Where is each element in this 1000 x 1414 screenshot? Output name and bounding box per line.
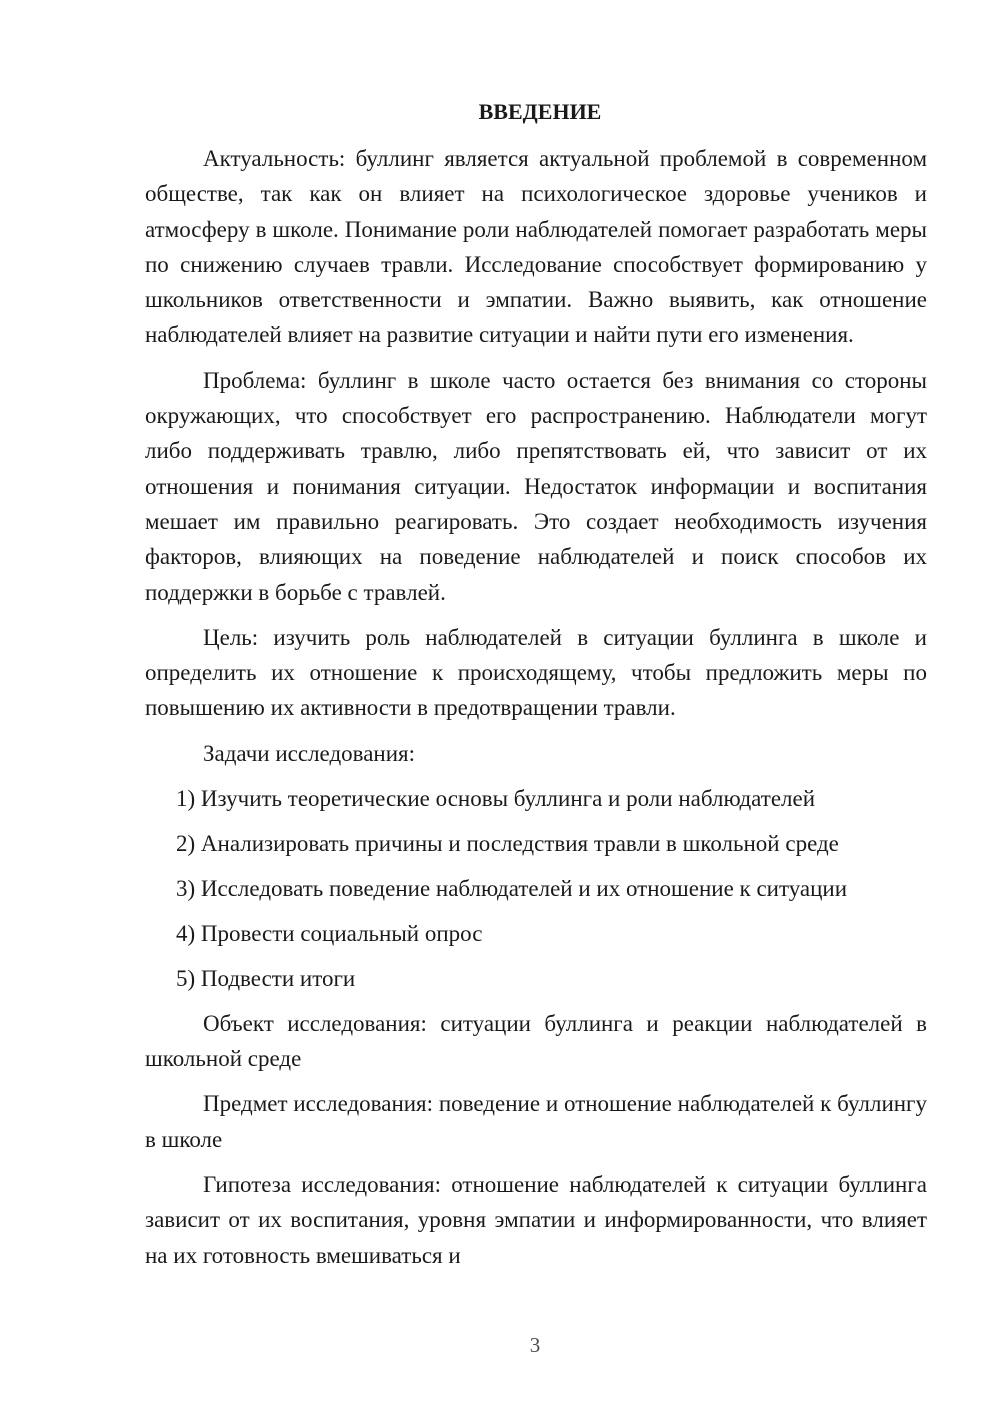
page-content — [145, 94, 927, 1283]
task-item-2: 2) Анализировать причины и последствия травли в школьной среде — [176, 830, 839, 856]
object-paragraph: Объект исследования: ситуации буллинга и реакции наблюдателей в школьной среде — [145, 1010, 927, 1072]
hypothesis-paragraph: Гипотеза исследования: отношение наблюдателей к ситуации буллинга зависит от их воспитания, уровня эмпатии и информированности, что влияет на их готовность вмешиваться и — [145, 1171, 927, 1268]
task-item-5: 5) Подвести итоги — [176, 965, 356, 991]
subject-paragraph: Предмет исследования: поведение и отношение наблюдателей к буллингу в школе — [145, 1091, 927, 1152]
problem-paragraph: Проблема: буллинг в школе часто остается без внимания со стороны окружающих, что способствует его распространению. Наблюдатели могут либо поддерживать травлю, либо препятствовать ей, что зависит от их отношения и понимания ситуации. Недостаток информации и воспитания мешает им правильно реагировать. Это создает необходимость изучения факторов, влияющих на поведение наблюдателей и поиск способов их поддержки в борьбе с травлей. — [145, 367, 927, 605]
relevance-paragraph: Актуальность: буллинг является актуальной проблемой в современном обществе, так как он влияет на психологическое здоровье учеников и атмосферу в школе. Понимание роли наблюдателей помогает разработать меры по снижению случаев травли. Исследование способствует формированию у школьников ответственности и эмпатии. Важно выявить, как отношение наблюдателей влияет на развитие ситуации и найти пути его изменения. — [145, 146, 927, 348]
page-number: 3 — [529, 1333, 541, 1357]
task-item-3: 3) Исследовать поведение наблюдателей и их отношение к ситуации — [176, 875, 848, 901]
task-item-4: 4) Провести социальный опрос — [176, 920, 483, 946]
tasks-label: Задачи исследования: — [203, 740, 416, 766]
tasks-list — [145, 781, 927, 996]
page-title: ВВЕДЕНИЕ — [478, 99, 602, 124]
goal-paragraph: Цель: изучить роль наблюдателей в ситуации буллинга в школе и определить их отношение к происходящему, чтобы предложить меры по повышению их активности в предотвращении травли. — [145, 624, 927, 721]
task-item-1: 1) Изучить теоретические основы буллинга и роли наблюдателей — [176, 785, 816, 811]
